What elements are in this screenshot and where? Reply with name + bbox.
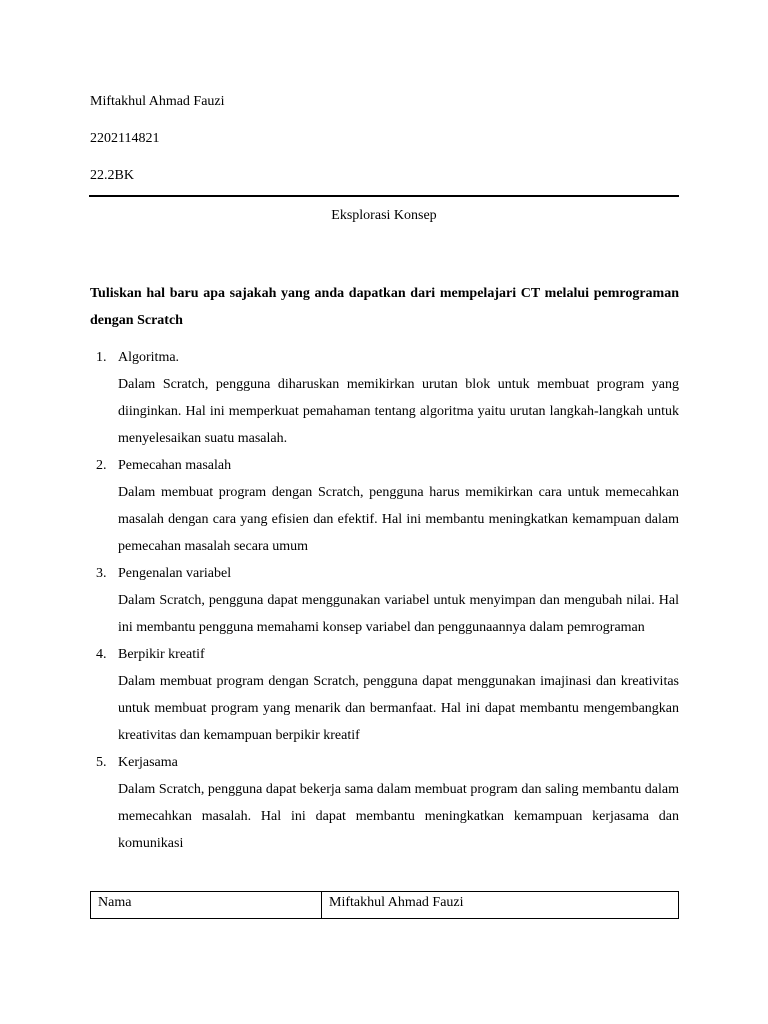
list-item-number: 5.	[96, 755, 107, 770]
list-item-heading: Berpikir kreatif	[118, 647, 205, 662]
list-item-number: 2.	[96, 458, 107, 473]
numbered-list	[90, 344, 679, 857]
list-item-text: Dalam Scratch, pengguna diharuskan memikirkan urutan blok untuk membuat program yang diinginkan. Hal ini memperkuat pemahaman tentang algoritma yaitu urutan langkah-langkah untuk menyelesaikan suatu masalah.	[118, 377, 679, 446]
table-cell-value: Miftakhul Ahmad Fauzi	[322, 892, 679, 919]
name-table	[90, 891, 679, 919]
list-item	[90, 641, 679, 749]
list-item-text: Dalam membuat program dengan Scratch, pengguna harus memikirkan cara untuk memecahkan masalah dengan cara yang efisien dan efektif. Hal ini membantu meningkatkan kemampuan dalam pemecahan masalah secara umum	[118, 485, 679, 554]
author-name: Miftakhul Ahmad Fauzi	[90, 94, 225, 109]
question-heading: Tuliskan hal baru apa sajakah yang anda dapatkan dari mempelajari CT melalui pemrograman dengan Scratch	[90, 286, 679, 328]
student-id: 2202114821	[90, 131, 160, 146]
list-item-text: Dalam membuat program dengan Scratch, pengguna dapat menggunakan imajinasi dan kreativitas untuk membuat program yang menarik dan bermanfaat. Hal ini dapat membantu mengembangkan kreativitas dan kemampuan berpikir kreatif	[118, 674, 679, 743]
list-item-number: 3.	[96, 566, 107, 581]
horizontal-rule	[89, 195, 679, 197]
list-item-heading: Algoritma.	[118, 350, 180, 365]
class-code: 22.2BK	[90, 168, 134, 183]
list-item-heading: Kerjasama	[118, 755, 178, 770]
list-item-text: Dalam Scratch, pengguna dapat bekerja sama dalam membuat program dan saling membantu dalam memecahkan masalah. Hal ini dapat membantu meningkatkan kemampuan kerjasama dan komunikasi	[118, 782, 679, 851]
list-item-heading: Pengenalan variabel	[118, 566, 232, 581]
list-item	[90, 749, 679, 857]
table-cell-label: Nama	[91, 892, 322, 919]
list-item	[90, 452, 679, 560]
list-item-number: 4.	[96, 647, 107, 662]
table-row	[91, 892, 679, 919]
list-item	[90, 560, 679, 641]
document-title: Eksplorasi Konsep	[331, 208, 437, 223]
list-item-text: Dalam Scratch, pengguna dapat menggunakan variabel untuk menyimpan dan mengubah nilai. Hal ini membantu pengguna memahami konsep variabel dan penggunaannya dalam pemrograman	[118, 593, 679, 635]
list-item-heading: Pemecahan masalah	[118, 458, 232, 473]
list-item	[90, 344, 679, 452]
list-item-number: 1.	[96, 350, 107, 365]
